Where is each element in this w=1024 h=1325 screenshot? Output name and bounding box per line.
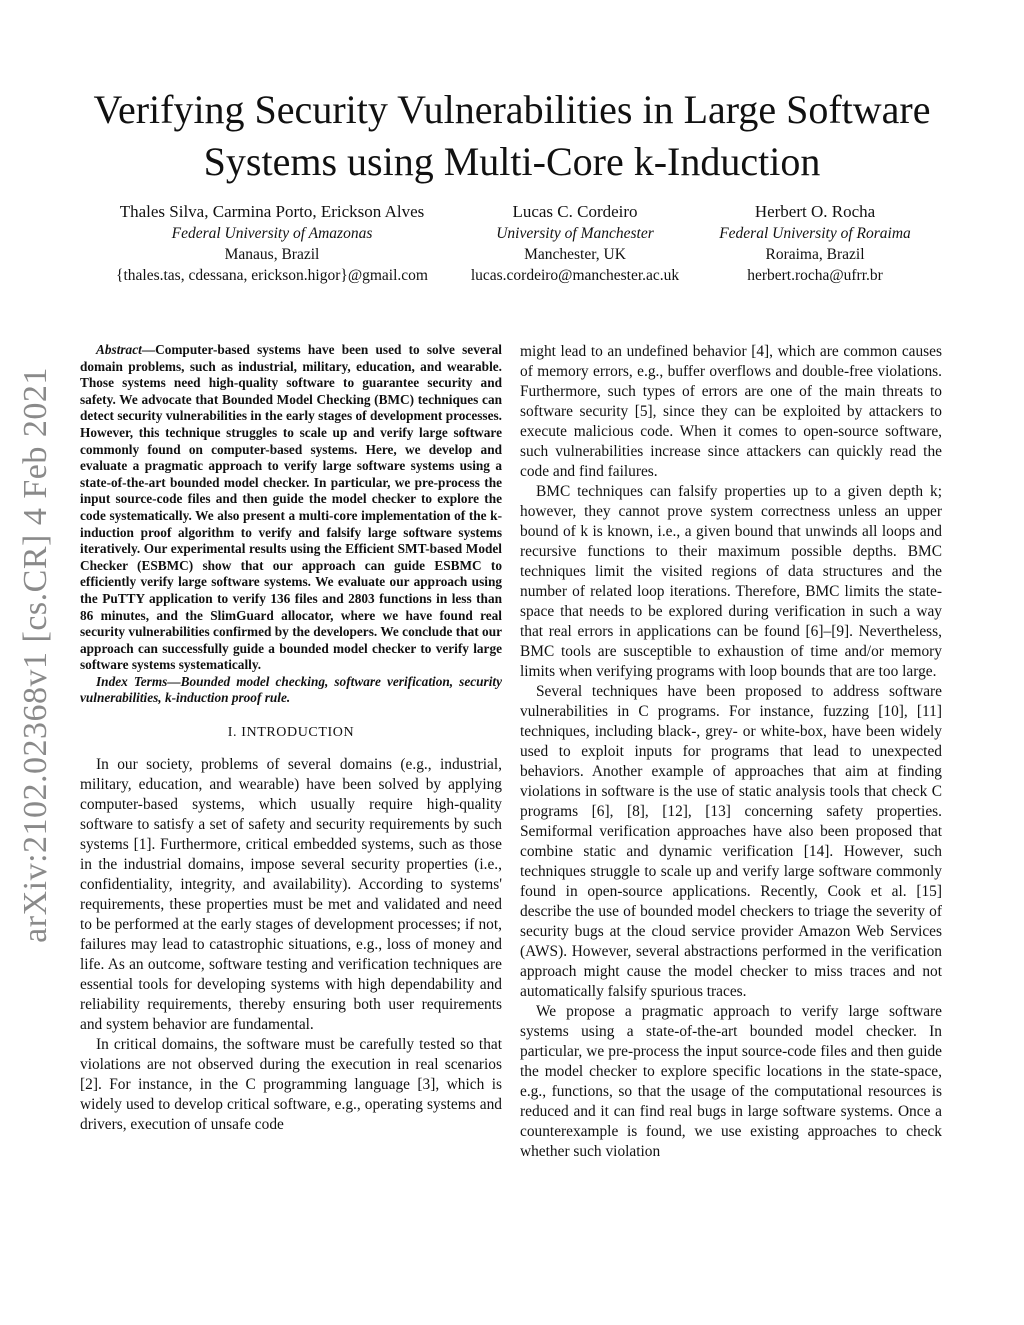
abstract-text: —Computer-based systems have been used to solve several domain problems, such as industrial, military, education, and wearable. Those systems need high-quality software to guarantee security and safety. We advocate that Bounded Model Checking (BMC) techniques can detect security vulnerabilities in the early stages of development processes. However, this technique struggles to scale up and verify large software commonly found on computer-based systems. Here, we develop and evaluate a pragmatic approach to verify large software systems using a state-of-the-art bounded model checker. In particular, we pre-process the input source-code files and then guide the model checker to explore the code systematically. We also present a multi-core implementation of the k-induction proof algorithm to verify and falsify large software systems iteratively. Our experimental results using the Efficient SMT-based Model Checker (ESBMC) show that our approach can guide ESBMC to efficiently verify large software systems. We evaluate our approach using the PuTTY application to verify 136 files and 2803 functions in less than 86 minutes, and the SlimGuard allocator, where we have found real security vulnerabilities confirmed by the developers. We conclude that our approach can successfully guide a bounded model checker to verify large software systems systematically. (80, 342, 502, 673)
author-affiliation: University of Manchester (496, 225, 654, 242)
author-email: {thales.tas, cdessana, erickson.higor}@gmail.com (116, 267, 428, 284)
author-affiliation: Federal University of Roraima (719, 225, 911, 242)
author-group-1 (86, 201, 458, 286)
body-paragraph: might lead to an undefined behavior [4], which are common causes of memory errors, e.g., buffer overflows and double-free violations. Furthermore, such types of errors are one of the main threats to software security [5], since they can be exploited by attackers to execute malicious code. When it comes to open-source software, such vulnerabilities increase since attackers can quickly read the code and find failures. (520, 343, 942, 480)
paper-title (60, 84, 964, 188)
body-paragraph: In our society, problems of several domains (e.g., industrial, military, education, and wearable) have been solved by applying computer-based systems, which usually require high-quality software to satisfy a set of safety and security requirements by such systems [1]. Furthermore, critical embedded systems, such as those in the industrial domains, impose several security properties (i.e., confidentiality, integrity, and availability). According to systems' requirements, these properties must be met and validated and need to be performed at the early stages of development processes; if not, failures may lead to catastrophic situations, e.g., loss of money and life. As an outcome, software testing and verification techniques are essential tools for developing systems with high dependability and reliability requirements, thereby ensuring both user requirements and system behavior are fundamental. (80, 756, 502, 1034)
right-column (520, 342, 942, 1162)
abstract-lead: Abstract (96, 342, 142, 357)
author-group-3 (702, 201, 928, 286)
section-heading-introduction: I. INTRODUCTION (227, 725, 355, 741)
left-column (80, 342, 502, 1135)
author-location: Roraima, Brazil (765, 246, 865, 263)
author-names: Lucas C. Cordeiro (512, 202, 638, 221)
author-group-2 (454, 201, 696, 286)
author-email: lucas.cordeiro@manchester.ac.uk (470, 267, 680, 284)
author-email: herbert.rocha@ufrr.br (747, 267, 883, 284)
arxiv-identifier: arXiv:2102.02368v1 [cs.CR] 4 Feb 2021 (17, 367, 54, 943)
body-paragraph: In critical domains, the software must be carefully tested so that violations are not observed during the execution in real scenarios [2]. For instance, in the C programming language [3], which is widely used to develop critical software, e.g., operating systems and drivers, execution of unsafe code (80, 1036, 502, 1134)
title-line-2: Systems using Multi-Core k-Induction (203, 139, 821, 184)
author-names: Herbert O. Rocha (754, 202, 876, 221)
author-block (0, 201, 1024, 301)
body-paragraph: BMC techniques can falsify properties up to a given depth k; however, they cannot prove system correctness unless an upper bound of k is known, i.e., a given bound that unwinds all loops and recursive functions to their maximum possible depths. BMC techniques limit the visited regions of data structures and the number of related loop iterations. Therefore, BMC limits the state-space that needs to be explored during verification in such a way that real errors in applications can be found [6]–[9]. Nevertheless, BMC tools are susceptible to exhaustion of time and/or memory limits when verifying programs with loop bounds that are too large. (520, 483, 942, 680)
author-affiliation: Federal University of Amazonas (171, 225, 373, 242)
body-paragraph: We propose a pragmatic approach to verify large software systems using a state-of-the-art bounded model checker. In particular, we pre-process the input source-code files and then guide the model checker to explore specific locations in the state-space, e.g., functions, so that the usage of the computational resources is reduced and it can find real bugs in large software systems. Once a counterexample is found, we use existing approaches to check whether such violation (520, 1003, 942, 1160)
abstract (80, 342, 502, 674)
body-paragraph: Several techniques have been proposed to address software vulnerabilities in C programs. For instance, fuzzing [10], [11] techniques, including black-, grey- or white-box, have been widely used to exploit inputs for programs that lead to unexpected behaviors. Another example of approaches that aim at finding violations in software is the use of static analysis tools that check C programs [6], [8], [12], [13] concerning safety properties. Semiformal verification approaches have also been proposed that combine static and dynamic verification [14]. However, such techniques struggle to scale up and verify large software commonly found in open-source applications. Recently, Cook et al. [15] describe the use of bounded model checkers to triage the severity of security bugs at the cloud service provider Amazon Web Services (AWS). However, several abstractions performed in the verification approach might cause the model checker to miss traces and not automatically falsify spurious traces. (520, 683, 942, 1000)
index-terms: Index Terms—Bounded model checking, software verification, security vulnerabilities, k-induction proof rule. (80, 673, 502, 706)
author-location: Manaus, Brazil (224, 246, 320, 263)
author-location: Manchester, UK (524, 246, 626, 263)
arxiv-side-stamp (14, 360, 58, 950)
author-names: Thales Silva, Carmina Porto, Erickson Alves (119, 202, 425, 221)
title-line-1: Verifying Security Vulnerabilities in Large Software (93, 87, 931, 132)
